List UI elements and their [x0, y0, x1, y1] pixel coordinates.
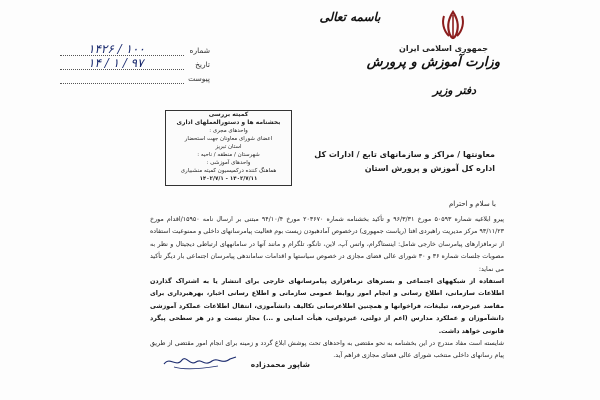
- office-title: دفتر وزیر: [432, 84, 476, 97]
- letter-number-value: ۱۴۲۶ / ۱۰۰: [88, 42, 145, 56]
- letter-attachment-label: پیوست: [188, 74, 210, 83]
- letter-date-label: تاریخ: [195, 60, 210, 69]
- stamp-title: کمیته بررسی: [208, 111, 249, 118]
- letter-number-label: شماره: [189, 46, 210, 55]
- signature-block: [160, 352, 310, 376]
- body-paragraph: شایسته است مفاد مندرج در این بخشنامه به نحو مقتضی به واحدهای تحت پوشش ابلاغ گردد و زمینه برای انجام امور مقتضی از طریق پیام رسانهای داخلی منتخب شورای عالی فضای مجازی فراهم آید.: [150, 340, 504, 360]
- stamp-line: اعضای شورای معاونان جهت استحضار: [184, 136, 273, 142]
- stamp-line: واحدهای آموزشی :: [206, 160, 251, 166]
- stamp-date: ۱۴۰۲/۷/۱۱ - ۱۴۰۲/۷/۱: [199, 176, 258, 182]
- recipient-line: معاونتها / مراکز و سازمانهای تابع / ادارات کل: [314, 150, 495, 159]
- letter-body: [150, 214, 504, 363]
- government-title: جمهوری اسلامی ایران: [399, 44, 488, 53]
- signatory-name: شاپور محمدزاده: [250, 360, 310, 369]
- bismillah-heading: باسمه تعالی: [319, 10, 381, 24]
- signature-scribble-icon: [160, 352, 240, 372]
- stamp-line: شهرستان / منطقه / ناحیه :: [197, 152, 260, 158]
- iran-emblem-icon: [440, 10, 466, 40]
- stamp-line: هماهنگ کننده درکمیسیون کمیته منشبیاری: [180, 168, 277, 174]
- greeting: با سلام و احترام: [448, 200, 496, 208]
- recipient-line: اداره کل آموزش و پرورش استان: [364, 164, 495, 173]
- ministry-title: وزارت آموزش و پرورش: [366, 55, 500, 70]
- body-bold-paragraph: استفاده از شبکههای اجتماعی و بسترهای نرمافزاری پیامرسانهای خارجی برای انتشار یا به اشتراک گذاردن اطلاعات سازمانی، اطلاع رسانی و انجام امور روابط عمومی سازمانی و اطلاع رسانی اخبار، بهرهبرداری برای مقاصد غیرحرفه، تبلیغات، فراخوانها و همچنین اطلاعرسانی تکالیف دانشآموزی، انتقال اطلاعات عملکرد آموزشی دانشآموزان و عملکرد مدارس (اعم از دولتی، غیردولتی، هیأت امنایی و ...) مجاز نیست و در هر سطحی پیگرد قانونی خواهد داشت.: [150, 278, 504, 335]
- letter-date-value: ۱۴ / ۱ / ۹۷: [88, 56, 144, 70]
- letter-attachment-field: [60, 72, 210, 86]
- letter-date-field: [60, 58, 210, 72]
- stamp-line: واحدهای مجری :: [209, 128, 248, 134]
- stamp-subtitle: بخشنامه ها و دستورالعملهای اداری: [176, 119, 281, 126]
- stamp-line: استان تبریز: [215, 144, 242, 150]
- review-committee-stamp: [165, 110, 292, 186]
- body-paragraph: پیرو ابلاغیه شماره ۵۰۵۹۳ مورخ ۹۶/۳/۳۱ و تأکید بخشنامه شماره ۲۰۳۶۷۰ مورخ ۹۴/۱۰/۴ مبتنی بر ارسال نامه ۱۵۹۵۰/اقدام مورخ ۹۳/۱۱/۲۳ مرکز مدیریت راهبردی افتا (ریاست جمهوری) درخصوص آمادهبودن زیست بوم فعالیت پیامرسانهای داخلی و ممنوعیت استفاده از نرمافزارهای پیامرسان خارجی شامل: اینستاگرام، واتس آپ، لاین، تانگو، تلگرام و مانند آنها در سامانههای ارتباطی دیجیتال و نظر به مصوبات جلسات شماره ۳۶ و ۳۰ شورای عالی فضای مجازی در خصوص سیاستها و اقدامات ساماندهی پیامرسان اجتماعی بار دیگر تأکید می نماید:: [150, 216, 504, 273]
